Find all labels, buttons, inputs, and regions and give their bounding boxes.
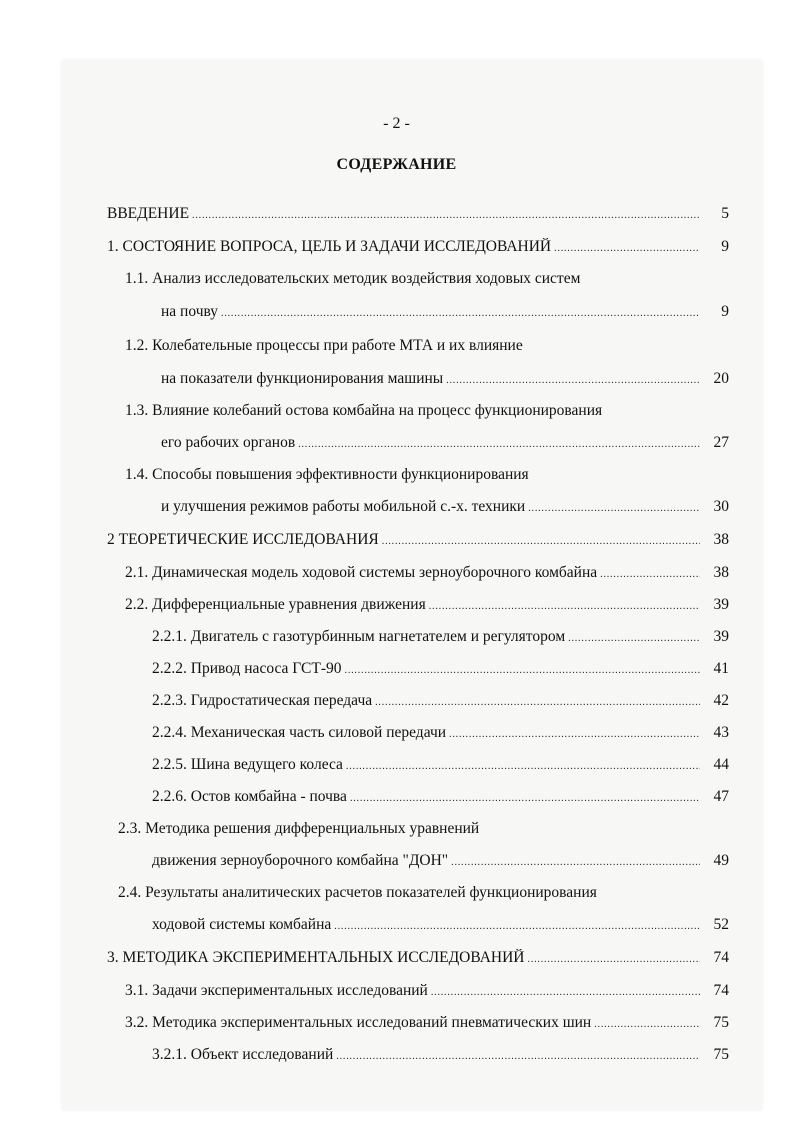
toc-entry [161,434,729,456]
toc-entry-page: 75 [713,1046,729,1063]
toc-entry-page: 30 [713,498,729,515]
toc-entry-page: 44 [713,756,729,773]
toc-leader-dots [221,308,700,319]
page-number: - 2 - [383,115,410,132]
toc-entry-text: 1.2. Колебательные процессы при работе МТА и их влияние [125,337,523,354]
toc-entry-page: 42 [713,692,729,709]
toc-leader-dots [594,1019,700,1030]
toc-entry [152,724,729,746]
toc-entry-text: 2.2.3. Гидростатическая передача [152,692,373,709]
toc-leader-dots [345,665,700,676]
toc-leader-dots [600,569,700,580]
toc-entry [125,564,729,586]
toc-entry-page: 74 [713,949,729,966]
toc-entry-text: ходовой системы комбайна [152,916,332,933]
toc-entry [152,692,729,714]
toc-entry-text: на показатели функционирования машины [161,370,444,387]
toc-leader-dots [528,954,700,965]
toc-entry [152,756,729,778]
toc-entry-text: на почву [161,303,219,320]
toc-entry-text: 2.2.4. Механическая часть силовой передачи [152,724,447,741]
toc-leader-dots [382,536,700,547]
toc-entry [107,205,729,227]
toc-leader-dots [431,987,700,998]
toc-leader-dots [336,1051,700,1062]
toc-entry-page: 38 [713,531,729,548]
toc-entry-text: 2.2. Дифференциальные уравнения движения [125,596,426,613]
toc-entry-page: 43 [713,724,729,741]
toc-entry-text: 3. МЕТОДИКА ЭКСПЕРИМЕНТАЛЬНЫХ ИССЛЕДОВАНИЙ [107,949,525,966]
toc-entry-page: 5 [721,205,729,222]
toc-entry-text: движения зерноуборочного комбайна "ДОН" [152,852,449,869]
toc-leader-dots [446,375,700,386]
toc-entry-page: 39 [713,596,729,613]
toc-entry-text: 2.1. Динамическая модель ходовой системы зерноуборочного комбайна [125,564,598,581]
toc-entry-page: 52 [713,916,729,933]
toc-entry [161,498,729,520]
toc-leader-dots [346,761,700,772]
toc-leader-dots [298,439,700,450]
toc-entry-text: 3.2.1. Объект исследований [152,1046,334,1063]
toc-entry [125,596,729,618]
toc-entry-text: и улучшения режимов работы мобильной с.-х. техники [161,498,526,515]
toc-entry-text: 2.4. Результаты аналитических расчетов показателей функционирования [118,884,597,901]
toc-entry [152,788,729,810]
toc-entry-text: его рабочих органов [161,434,296,451]
toc-entry-text: 1.1. Анализ исследовательских методик воздействия ходовых систем [125,270,581,287]
toc-leader-dots [350,793,700,804]
toc-leader-dots [334,921,700,932]
toc-entry-page: 49 [713,852,729,869]
toc-entry [152,660,729,682]
toc-entry [161,303,729,325]
toc-entry-page: 75 [713,1014,729,1031]
toc-entry-page: 9 [721,303,729,320]
toc-entry-text: 3.2. Методика экспериментальных исследований пневматических шин [125,1014,592,1031]
toc-leader-dots [429,601,700,612]
toc-entry-page: 38 [713,564,729,581]
toc-entry-text: 2.2.6. Остов комбайна - почва [152,788,347,805]
toc-entry-text: 1.4. Способы повышения эффективности функционирования [125,466,529,483]
toc-entry-page: 27 [713,434,729,451]
toc-leader-dots [568,633,700,644]
toc-entry-text: 2.2.1. Двигатель с газотурбинным нагнетателем и регулятором [152,628,566,645]
toc-entry-text: 3.1. Задачи экспериментальных исследований [125,982,428,999]
toc-leader-dots [554,243,700,254]
toc-entry [161,370,729,392]
toc-entry-page: 20 [713,370,729,387]
toc-entry [152,916,729,938]
toc-entry [107,531,729,553]
page-title: СОДЕРЖАНИЕ [336,156,457,173]
toc-leader-dots [528,503,700,514]
toc-entry-page: 39 [713,628,729,645]
toc-entry [107,949,729,971]
toc-entry [152,1046,729,1068]
toc-entry [125,982,729,1004]
toc-leader-dots [449,729,700,740]
toc-leader-dots [192,210,700,221]
toc-entry [125,1014,729,1036]
toc-entry-text: 2.3. Методика решения дифференциальных уравнений [118,820,480,837]
toc-leader-dots [375,697,700,708]
toc-entry [152,628,729,650]
toc-entry-page: 74 [713,982,729,999]
toc-entry [152,852,729,874]
toc-entry-text: 2 ТЕОРЕТИЧЕСКИЕ ИССЛЕДОВАНИЯ [107,531,379,548]
toc-leader-dots [451,857,700,868]
toc-entry-page: 47 [713,788,729,805]
toc-entry-page: 41 [713,660,729,677]
toc-entry-text: 2.2.2. Привод насоса ГСТ-90 [152,660,342,677]
toc-entry-text: 1. СОСТОЯНИЕ ВОПРОСА, ЦЕЛЬ И ЗАДАЧИ ИССЛЕДОВАНИЙ [107,238,552,255]
toc-entry [107,238,729,260]
toc-entry-text: 2.2.5. Шина ведущего колеса [152,756,343,773]
toc-entry-page: 9 [721,238,729,255]
toc-entry-text: 1.3. Влияние колебаний остова комбайна на процесс функционирования [125,402,603,419]
toc-entry-text: ВВЕДЕНИЕ [107,205,190,222]
